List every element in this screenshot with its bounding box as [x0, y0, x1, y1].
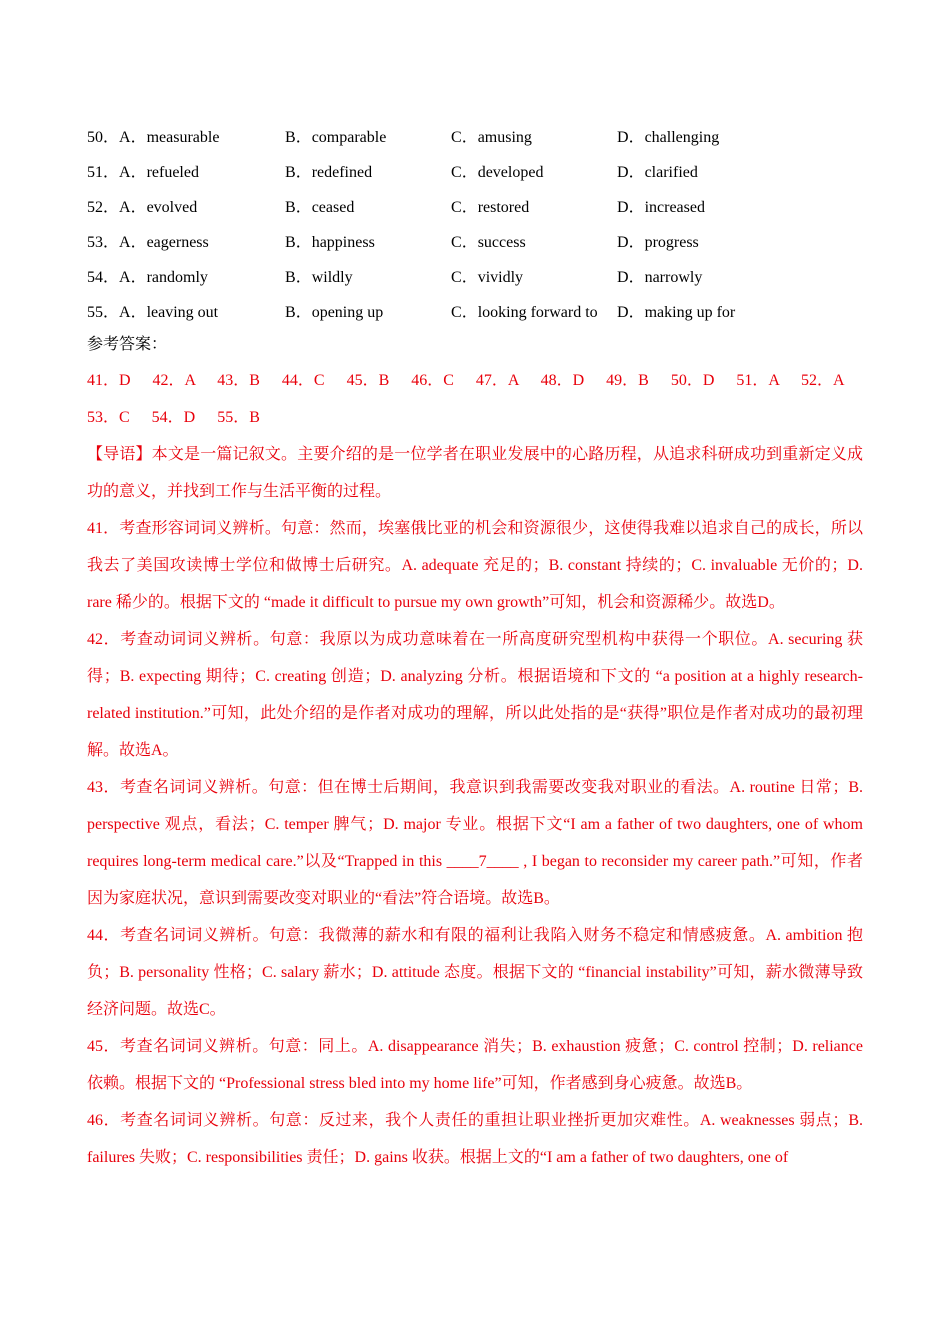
option-row-52 [87, 190, 863, 225]
option-row-51 [87, 155, 863, 190]
option-c: C．vividly [451, 269, 524, 286]
option-c: C．restored [451, 199, 530, 216]
option-c: C．developed [451, 164, 544, 181]
explanation-42: 42．考查动词词义辨析。句意：我原以为成功意味着在一所高度研究型机构中获得一个职位。A. securing 获得；B. expecting 期待；C. creating 创造；D. analyzing 分析。根据语境和下文的 “a position at a highly research-related institution.”可知，此处介绍的是作者对成功的理解，所以此处指的是“获得”职位是作者对成功的最初理解。故选A。 [87, 631, 863, 759]
option-d: D．increased [617, 199, 705, 216]
option-b: B．opening up [285, 304, 384, 321]
option-c: C．amusing [451, 129, 532, 146]
option-b: B．comparable [285, 129, 387, 146]
question-number: 53． [87, 234, 120, 251]
question-number: 55． [87, 304, 120, 321]
option-row-54 [87, 260, 863, 295]
option-a: A．eagerness [119, 234, 209, 251]
question-number: 54． [87, 269, 120, 286]
option-row-55 [87, 295, 863, 330]
option-d: D．narrowly [617, 269, 703, 286]
option-a: A．refueled [119, 164, 199, 181]
document-page [87, 120, 863, 1176]
answer-key-line-1: 41．D 42．A 43．B 44．C 45．B 46．C 47．A 48．D 49．B 50．D 51．A 52．A [87, 372, 845, 389]
options-list [87, 120, 863, 330]
option-d: D．challenging [617, 129, 720, 146]
option-b: B．ceased [285, 199, 355, 216]
explanation-43: 43．考查名词词义辨析。句意：但在博士后期间，我意识到我需要改变我对职业的看法。A. routine 日常；B. perspective 观点，看法；C. temper 脾气；D. major 专业。根据下文“I am a father of two daughters, one of whom requires long-term medical care.”以及“Trapped in this ____7____ , I began to reconsider my career path.”可知，作者因为家庭状况，意识到需要改变对职业的“看法”符合语境。故选B。 [87, 779, 863, 907]
question-number: 51． [87, 164, 120, 181]
option-d: D．making up for [617, 304, 736, 321]
guide-paragraph: 【导语】本文是一篇记叙文。主要介绍的是一位学者在职业发展中的心路历程，从追求科研成功到重新定义成功的意义，并找到工作与生活平衡的过程。 [87, 446, 863, 500]
option-b: B．wildly [285, 269, 353, 286]
answer-key-line-2: 53．C 54．D 55．B [87, 409, 260, 426]
option-a: A．evolved [119, 199, 198, 216]
option-b: B．happiness [285, 234, 375, 251]
option-d: D．clarified [617, 164, 698, 181]
option-a: A．measurable [119, 129, 220, 146]
option-c: C．success [451, 234, 526, 251]
option-a: A．leaving out [119, 304, 219, 321]
explanation-46: 46．考查名词词义辨析。句意：反过来，我个人责任的重担让职业挫折更加灾难性。A. weaknesses 弱点；B. failures 失败；C. responsibilities 责任；D. gains 收获。根据上文的“I am a father of two daughters, one of [87, 1112, 863, 1166]
option-b: B．redefined [285, 164, 373, 181]
option-d: D．progress [617, 234, 699, 251]
question-number: 52． [87, 199, 120, 216]
answer-label: 参考答案： [87, 336, 168, 353]
option-row-53 [87, 225, 863, 260]
explanation-44: 44．考查名词词义辨析。句意：我微薄的薪水和有限的福利让我陷入财务不稳定和情感疲惫。A. ambition 抱负；B. personality 性格；C. salary 薪水；D. attitude 态度。根据下文的 “financial instability”可知，薪水微薄导致经济问题。故选C。 [87, 927, 863, 1018]
option-a: A．randomly [119, 269, 208, 286]
option-c: C．looking forward to [451, 304, 598, 321]
question-number: 50． [87, 129, 120, 146]
option-row-50 [87, 120, 863, 155]
explanation-41: 41．考查形容词词义辨析。句意：然而，埃塞俄比亚的机会和资源很少，这使得我难以追求自己的成长，所以我去了美国攻读博士学位和做博士后研究。A. adequate 充足的；B. constant 持续的；C. invaluable 无价的；D. rare 稀少的。根据下文的 “made it difficult to pursue my own growth”可知，机会和资源稀少。故选D。 [87, 520, 863, 611]
explanation-45: 45．考查名词词义辨析。句意：同上。A. disappearance 消失；B. exhaustion 疲惫；C. control 控制；D. reliance 依赖。根据下文的 “Professional stress bled into my home life”可知，作者感到身心疲惫。故选B。 [87, 1038, 863, 1092]
